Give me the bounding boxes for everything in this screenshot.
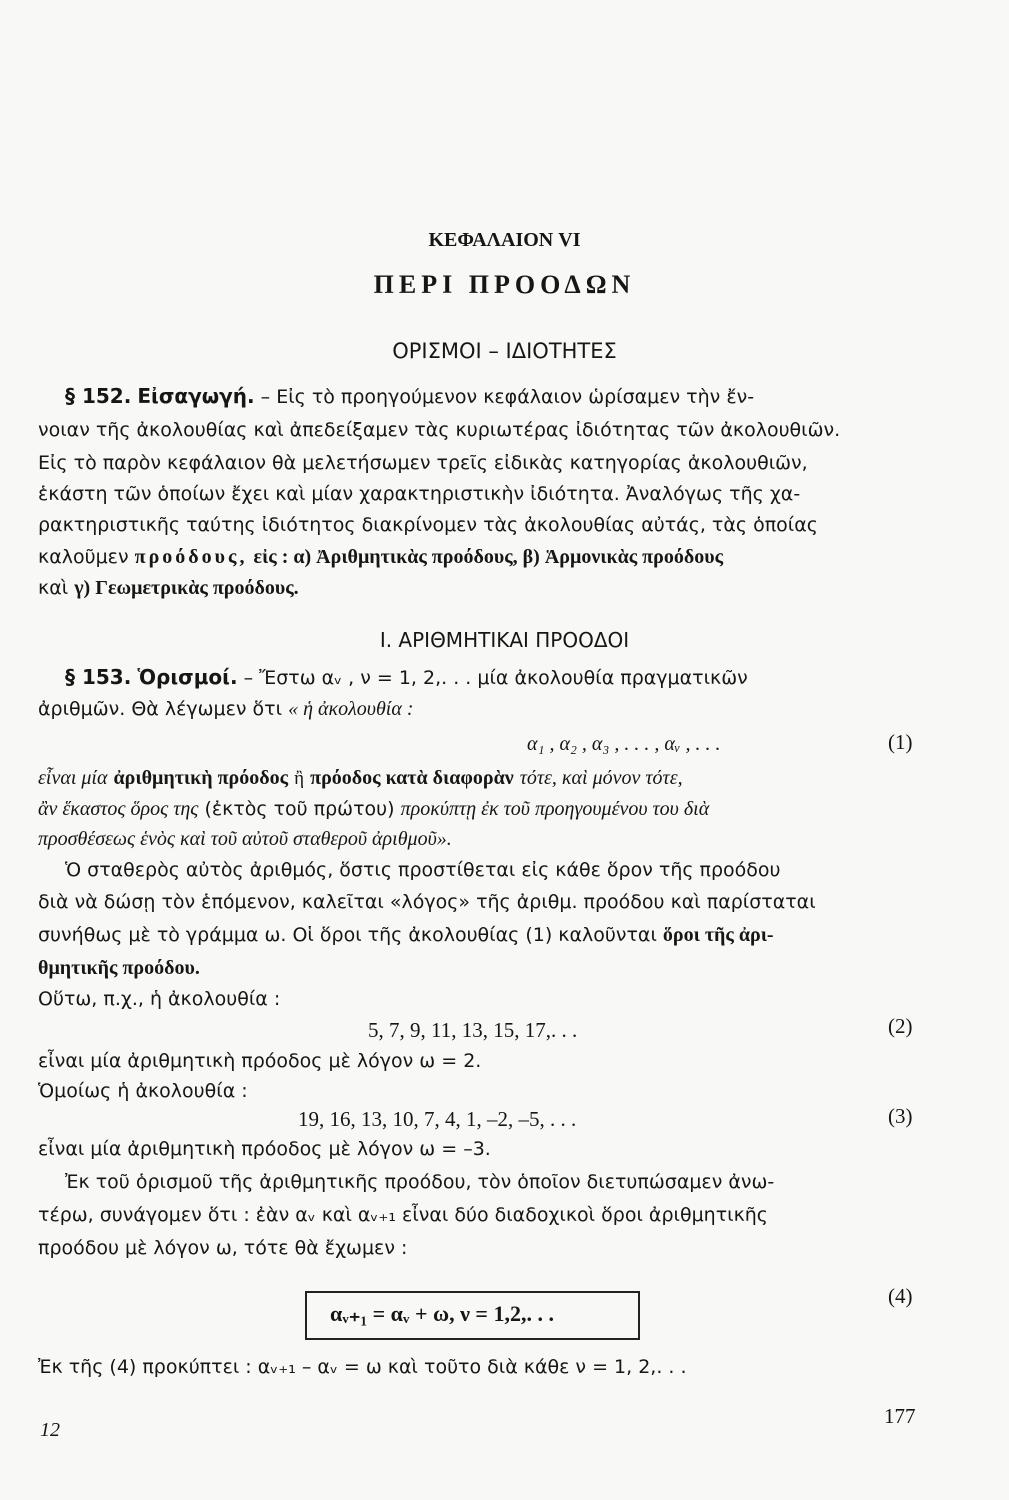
s153-para-2: διὰ νὰ δώσῃ τὸν ἑπόμενον, καλεῖται «λόγος» τῆς ἀριθμ. προόδου καὶ παρίσταται — [38, 891, 816, 913]
s152-call: καλοῦμεν — [38, 546, 129, 568]
s153-consequence-3: προόδου μὲ λόγον ω, τότε θὰ ἔχωμεν : — [38, 1237, 408, 1259]
s153-text-1: – Ἔστω αᵥ , ν = 1, 2,. . . μία ἀκολουθία πραγματικῶν — [243, 667, 748, 689]
example-intro-1: Οὕτω, π.χ., ἡ ἀκολουθία : — [38, 988, 281, 1010]
sequence-3: 19, 16, 13, 10, 7, 4, 1, –2, –5, . . . — [298, 1107, 577, 1131]
s153-consequence-2: τέρω, συνάγομεν ὅτι : ἐὰν αᵥ καὶ αᵥ₊₁ εἶναι δύο διαδοχικοὶ ὅροι ἀριθμητικῆς — [38, 1204, 768, 1226]
page-number: 177 — [884, 1404, 916, 1428]
example-result-1: εἶναι μία ἀριθμητικὴ πρόοδος μὲ λόγον ω = 2. — [38, 1050, 482, 1072]
def-except-first: (ἐκτὸς τοῦ πρώτου) — [204, 798, 395, 820]
s152-line-7 — [38, 576, 299, 600]
chapter-label: ΚΕΦΑΛΑΙΟΝ VI — [428, 229, 581, 251]
s152-line-6 — [38, 545, 931, 569]
sequence-1: α₁ , α₂ , α₃ , . . . , αᵥ , . . . — [527, 733, 721, 755]
s152-heading: Εἰσαγωγή. — [137, 384, 255, 408]
s153-heading: Ὁρισμοί. — [137, 665, 238, 689]
s152-and: καὶ — [38, 577, 69, 599]
equation-number-2: (2) — [888, 1014, 913, 1038]
def-results: προκύπτῃ ἐκ τοῦ προηγουμένου του διὰ — [400, 798, 710, 820]
s152-geometric: γ) Γεωμετρικὰς προόδους. — [74, 577, 299, 599]
s153-line-1 — [65, 665, 931, 690]
formula-4: αᵥ₊₁ = αᵥ + ω, ν = 1,2,. . . — [330, 1301, 554, 1326]
sequence-2: 5, 7, 9, 11, 13, 15, 17,. . . — [368, 1018, 578, 1042]
signature-mark: 12 — [40, 1419, 60, 1441]
def-or: ἢ — [294, 768, 305, 789]
s152-kinds: εἰς : α) Ἀριθμητικὰς προόδους, β) Ἁρμονικὰς προόδους — [253, 546, 724, 568]
s152-text-1: – Εἰς τὸ προηγούμενον κεφάλαιον ὡρίσαμεν τὴν ἔν- — [260, 386, 755, 408]
definition-line-3: προσθέσεως ἑνὸς καὶ τοῦ αὐτοῦ σταθεροῦ ἀριθμοῦ». — [38, 828, 452, 850]
s152-number: § 152. — [65, 384, 132, 408]
s152-line-1 — [65, 384, 931, 409]
chapter-title: ΠΕΡΙ ΠΡΟΟΔΩΝ — [373, 270, 636, 299]
s153-para-4: θμητικῆς προόδου. — [38, 957, 200, 979]
part-1-heading: I. ΑΡΙΘΜΗΤΙΚΑΙ ΠΡΟΟΔΟΙ — [379, 628, 630, 652]
equation-number-1: (1) — [888, 730, 913, 754]
s153-number: § 153. — [65, 665, 132, 689]
def-if-each: ἂν ἕκαστος ὅρος της — [38, 798, 199, 820]
s153-para-3 — [38, 923, 931, 947]
s153-para-3-text: συνήθως μὲ τὸ γράμμα ω. Οἱ ὅροι τῆς ἀκολουθίας (1) καλοῦνται — [38, 924, 657, 946]
equation-number-3: (3) — [888, 1104, 913, 1128]
s152-progressions: προόδους, — [134, 546, 248, 568]
s153-final-line: Ἐκ τῆς (4) προκύπτει : αᵥ₊₁ – αᵥ = ω καὶ τοῦτο διὰ κάθε ν = 1, 2,. . . — [38, 1356, 687, 1378]
s153-para-1: Ὁ σταθερὸς αὐτὸς ἀριθμός, ὅστις προστίθεται εἰς κάθε ὅρον τῆς προόδου — [65, 859, 781, 881]
definition-line-1 — [38, 766, 931, 791]
s153-line-2 — [38, 697, 413, 721]
example-result-2: εἶναι μία ἀριθμητικὴ πρόοδος μὲ λόγον ω = –3. — [38, 1138, 491, 1160]
s153-quote-start: « ἡ ἀκολουθία : — [288, 698, 414, 720]
s152-line-4: ἑκάστη τῶν ὁποίων ἔχει καὶ μίαν χαρακτηριστικὴν ἰδιότητα. Ἀναλόγως τῆς χα- — [38, 483, 801, 505]
definition-line-2 — [38, 797, 931, 821]
def-arithmetic-progression: ἀριθμητικὴ πρόοδος — [113, 767, 289, 789]
s152-line-5: ρακτηριστικῆς ταύτης ἰδιότητος διακρίνομεν τὰς ἀκολουθίας αὐτάς, τὰς ὁποίας — [38, 514, 818, 536]
def-difference-progression: πρόοδος κατὰ διαφορὰν — [310, 767, 514, 789]
def-is: εἶναι μία — [38, 767, 108, 789]
chapter-subtitle: ΟΡΙΣΜΟΙ – ΙΔΙΟΤΗΤΕΣ — [392, 339, 617, 363]
example-intro-2: Ὁμοίως ἡ ἀκολουθία : — [38, 1080, 248, 1102]
def-iff: τότε, καὶ μόνον τότε, — [519, 767, 683, 789]
s152-line-2: νοιαν τῆς ἀκολουθίας καὶ ἀπεδείξαμεν τὰς κυριωτέρας ἰδιότητας τῶν ἀκολουθιῶν. — [38, 419, 841, 441]
s152-line-3: Εἰς τὸ παρὸν κεφάλαιον θὰ μελετήσωμεν τρεῖς εἰδικὰς κατηγορίας ἀκολουθιῶν, — [38, 452, 808, 474]
s153-terms-bold: ὅροι τῆς ἀρι- — [662, 924, 774, 946]
equation-number-4: (4) — [888, 1284, 913, 1308]
s153-consequence-1: Ἐκ τοῦ ὁρισμοῦ τῆς ἀριθμητικῆς προόδου, τὸν ὁποῖον διετυπώσαμεν ἀνω- — [65, 1171, 775, 1193]
s153-text-2: ἀριθμῶν. Θὰ λέγωμεν ὅτι — [38, 698, 283, 720]
